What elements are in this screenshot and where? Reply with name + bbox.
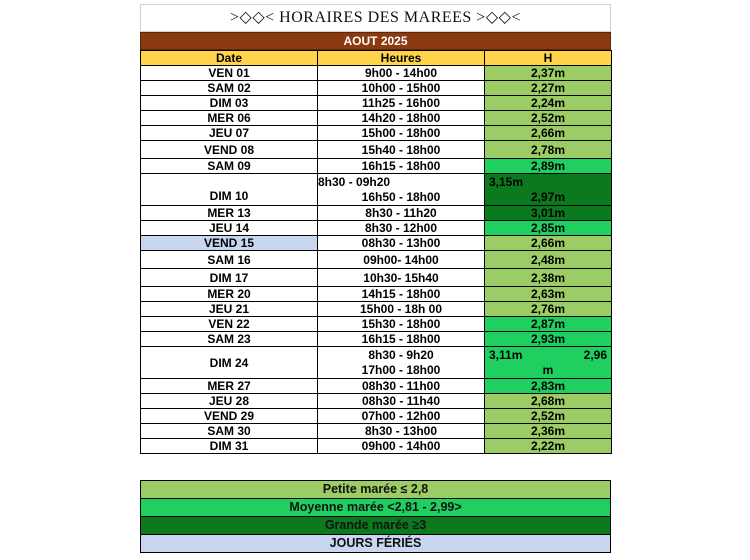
row-height: 2,52m — [485, 409, 612, 424]
table-row — [141, 439, 612, 454]
row-hours-first: 8h30 - 09h20 — [318, 174, 391, 189]
row-height: 2,38m — [485, 269, 612, 287]
row-date: MER 27 — [141, 379, 318, 394]
row-hours: 08h30 - 11h40 — [318, 394, 485, 409]
legend-large-tide: Grande marée ≥3 — [140, 517, 611, 535]
table-row — [141, 141, 612, 159]
legend-small-tide: Petite marée ≤ 2,8 — [140, 480, 611, 499]
row-date: JEU 14 — [141, 221, 318, 236]
row-hours: 16h15 - 18h00 — [318, 159, 485, 174]
row-hours: 09h00 - 14h00 — [318, 439, 485, 454]
row-date: JEU 28 — [141, 394, 318, 409]
row-hours-second: 16h50 - 18h00 — [361, 189, 441, 204]
row-date: JEU 07 — [141, 126, 318, 141]
row-date: MER 06 — [141, 111, 318, 126]
row-hours: 14h15 - 18h00 — [318, 287, 485, 302]
row-height-first: 3,11m — [489, 347, 523, 362]
table-row — [141, 287, 612, 302]
row-height: 2,52m — [485, 111, 612, 126]
row-height: 2,78m — [485, 141, 612, 159]
row-hours: 07h00 - 12h00 — [318, 409, 485, 424]
row-date: VEND 08 — [141, 141, 318, 159]
legend-holidays: JOURS FÉRIÉS — [140, 535, 611, 553]
table-row — [141, 347, 612, 379]
table-row — [141, 96, 612, 111]
row-height: 2,89m — [485, 159, 612, 174]
table-row — [141, 424, 612, 439]
row-date: VEND 29 — [141, 409, 318, 424]
table-row — [141, 409, 612, 424]
legend — [140, 480, 611, 553]
row-height-first: 3,15m — [489, 174, 524, 189]
row-hours — [318, 347, 485, 379]
row-date: MER 13 — [141, 206, 318, 221]
row-date: DIM 10 — [141, 174, 318, 206]
row-height-second: m — [542, 362, 554, 377]
row-height: 2,24m — [485, 96, 612, 111]
table-body — [141, 66, 612, 454]
row-hours: 9h00 - 14h00 — [318, 66, 485, 81]
row-height: 2,85m — [485, 221, 612, 236]
table-row — [141, 379, 612, 394]
row-hours-second: 17h00 - 18h00 — [361, 362, 441, 377]
row-hours: 15h40 - 18h00 — [318, 141, 485, 159]
row-hours: 11h25 - 16h00 — [318, 96, 485, 111]
row-date: DIM 31 — [141, 439, 318, 454]
row-height: 2,68m — [485, 394, 612, 409]
row-height-second-value: 2,96 — [583, 347, 607, 362]
row-date: SAM 09 — [141, 159, 318, 174]
table-row — [141, 159, 612, 174]
row-hours: 15h00 - 18h 00 — [318, 302, 485, 317]
table-row — [141, 269, 612, 287]
table-row — [141, 251, 612, 269]
table-row — [141, 332, 612, 347]
row-date: SAM 02 — [141, 81, 318, 96]
row-height-second: 2,97m — [530, 189, 566, 204]
table-row — [141, 126, 612, 141]
tide-table — [140, 50, 612, 454]
row-hours: 14h20 - 18h00 — [318, 111, 485, 126]
table-header-row — [141, 51, 612, 66]
row-height: 2,48m — [485, 251, 612, 269]
row-hours: 8h30 - 13h00 — [318, 424, 485, 439]
table-row — [141, 302, 612, 317]
row-hours — [318, 174, 485, 206]
row-date: DIM 17 — [141, 269, 318, 287]
row-height: 3,01m — [485, 206, 612, 221]
table-row — [141, 111, 612, 126]
row-date: VEN 01 — [141, 66, 318, 81]
row-height — [485, 347, 612, 379]
column-header-hours: Heures — [318, 51, 485, 66]
row-hours: 10h30- 15h40 — [318, 269, 485, 287]
row-date: SAM 16 — [141, 251, 318, 269]
row-height: 2,22m — [485, 439, 612, 454]
row-hours: 08h30 - 13h00 — [318, 236, 485, 251]
row-hours-first: 8h30 - 9h20 — [368, 347, 434, 362]
row-date: SAM 30 — [141, 424, 318, 439]
row-date: VEND 15 — [141, 236, 318, 251]
row-hours: 8h30 - 11h20 — [318, 206, 485, 221]
table-row — [141, 81, 612, 96]
row-date: JEU 21 — [141, 302, 318, 317]
table-row — [141, 221, 612, 236]
table-row — [141, 236, 612, 251]
tide-schedule — [140, 4, 611, 454]
row-height: 2,36m — [485, 424, 612, 439]
row-hours: 8h30 - 12h00 — [318, 221, 485, 236]
table-row — [141, 394, 612, 409]
column-header-height: H — [485, 51, 612, 66]
row-hours: 15h00 - 18h00 — [318, 126, 485, 141]
table-row — [141, 66, 612, 81]
row-hours: 08h30 - 11h00 — [318, 379, 485, 394]
row-height: 2,66m — [485, 126, 612, 141]
row-date: VEN 22 — [141, 317, 318, 332]
table-row — [141, 317, 612, 332]
row-height: 2,83m — [485, 379, 612, 394]
row-height: 2,66m — [485, 236, 612, 251]
row-date: MER 20 — [141, 287, 318, 302]
row-height: 2,93m — [485, 332, 612, 347]
column-header-date: Date — [141, 51, 318, 66]
row-hours: 15h30 - 18h00 — [318, 317, 485, 332]
row-height: 2,63m — [485, 287, 612, 302]
month-header: AOUT 2025 — [140, 32, 611, 50]
row-date: DIM 03 — [141, 96, 318, 111]
row-date: SAM 23 — [141, 332, 318, 347]
row-hours: 10h00 - 15h00 — [318, 81, 485, 96]
table-row — [141, 206, 612, 221]
row-height — [485, 174, 612, 206]
legend-medium-tide: Moyenne marée <2,81 - 2,99> — [140, 499, 611, 517]
table-row — [141, 174, 612, 206]
row-height: 2,27m — [485, 81, 612, 96]
row-hours: 16h15 - 18h00 — [318, 332, 485, 347]
page-title: >◇◇< HORAIRES DES MAREES >◇◇< — [140, 4, 611, 32]
row-date: DIM 24 — [141, 347, 318, 379]
row-height: 2,87m — [485, 317, 612, 332]
row-height: 2,37m — [485, 66, 612, 81]
row-hours: 09h00- 14h00 — [318, 251, 485, 269]
row-height: 2,76m — [485, 302, 612, 317]
